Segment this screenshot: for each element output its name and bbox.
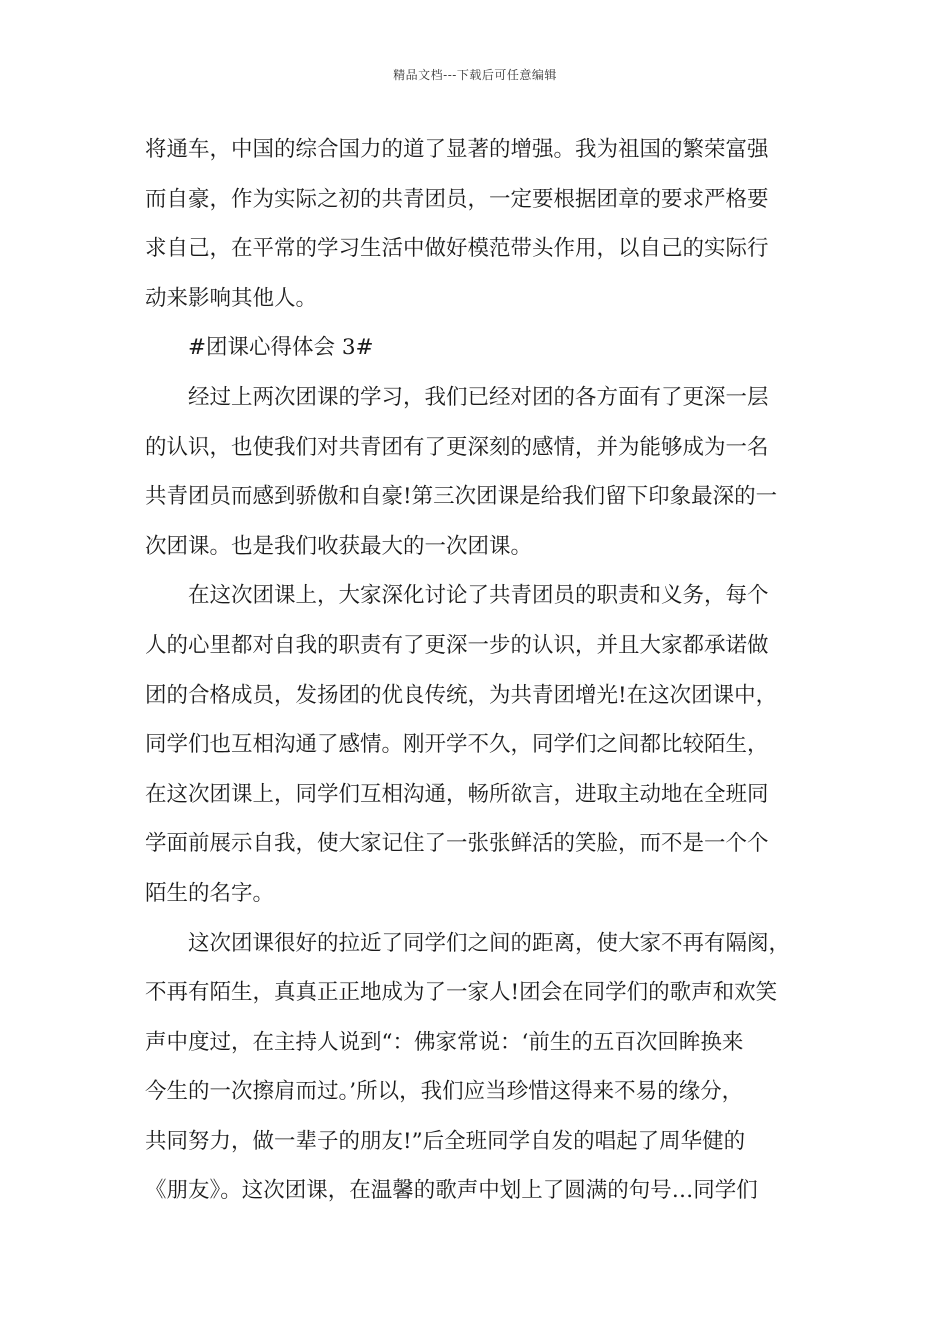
text-line: 这次团课很好的拉近了同学们之间的距离，使大家不再有隔阂， bbox=[188, 930, 791, 956]
text-line: 将通车，中国的综合国力的道了显著的增强。我为祖国的繁荣富强 bbox=[145, 137, 769, 162]
text-line: 同学们也互相沟通了感情。刚开学不久，同学们之间都比较陌生， bbox=[145, 732, 769, 758]
text-line: 人的心里都对自我的职责有了更深一步的认识，并且大家都承诺做 bbox=[145, 632, 769, 658]
text-line: 《朋友》。这次团课，在温馨的歌声中划上了圆满的句号…同学们 bbox=[145, 1178, 758, 1204]
text-line: 声中度过，在主持人说到“：佛家常说：‘前生的五百次回眸换来 bbox=[145, 1029, 744, 1055]
text-line: 不再有陌生，真真正正地成为了一家人!团会在同学们的歌声和欢笑 bbox=[145, 980, 778, 1006]
text-line: 次团课。也是我们收获最大的一次团课。 bbox=[145, 533, 533, 559]
text-line: 学面前展示自我，使大家记住了一张张鲜活的笑脸，而不是一个个 bbox=[145, 831, 769, 857]
text-line: 共同努力，做一辈子的朋友!”后全班同学自发的唱起了周华健的 bbox=[145, 1128, 746, 1154]
text-line: 在这次团课上，大家深化讨论了共青团员的职责和义务，每个 bbox=[188, 583, 769, 609]
text-line: 求自己，在平常的学习生活中做好模范带头作用，以自己的实际行 bbox=[145, 236, 769, 262]
section-heading: #团课心得体会 3# bbox=[188, 335, 374, 361]
text-line: 陌生的名字。 bbox=[145, 880, 275, 906]
text-line: 的认识，也使我们对共青团有了更深刻的感情，并为能够成为一名 bbox=[145, 434, 769, 460]
text-line: 动来影响其他人。 bbox=[145, 285, 318, 311]
text-line: 而自豪，作为实际之初的共青团员，一定要根据团章的要求严格要 bbox=[145, 186, 769, 212]
text-line: 在这次团课上，同学们互相沟通，畅所欲言，进取主动地在全班同 bbox=[145, 781, 769, 807]
document-body bbox=[145, 130, 810, 1221]
text-line: 经过上两次团课的学习，我们已经对团的各方面有了更深一层 bbox=[188, 384, 769, 410]
page-header: 精品文档---下载后可任意编辑 bbox=[393, 68, 557, 82]
text-line: 团的合格成员，发扬团的优良传统，为共青团增光!在这次团课中， bbox=[145, 682, 778, 708]
text-line: 共青团员而感到骄傲和自豪!第三次团课是给我们留下印象最深的一 bbox=[145, 484, 778, 510]
text-line: 今生的一次擦肩而过。’所以，我们应当珍惜这得来不易的缘分， bbox=[145, 1079, 744, 1105]
